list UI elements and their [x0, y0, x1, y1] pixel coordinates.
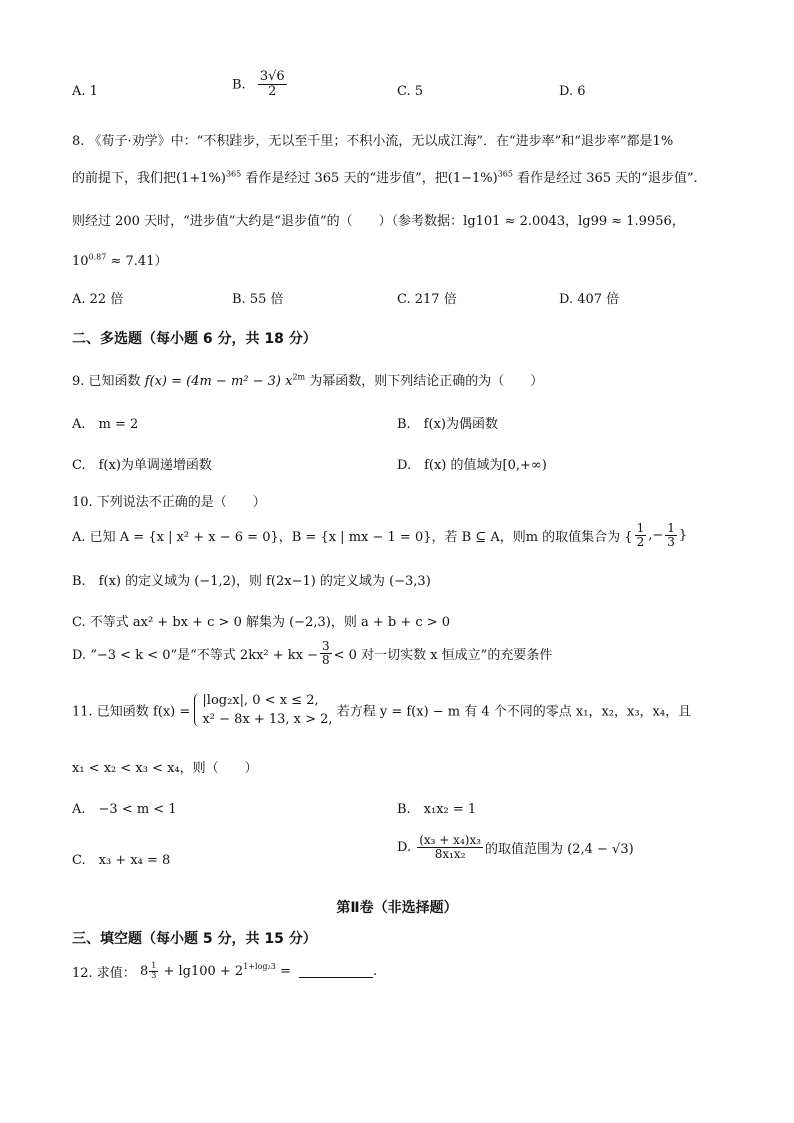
q9-option-c: C. f(x)为单调递增函数: [72, 458, 212, 473]
q8-expr-regress: (1−1%): [447, 171, 498, 186]
q10-option-a-frac-1: [635, 522, 647, 549]
q7-option-b-denominator: 2: [268, 84, 277, 100]
q8-line-4: [72, 250, 167, 269]
q10-frac-2-num: 1: [667, 521, 675, 535]
q12-exponent-frac: [149, 962, 158, 981]
q8-line-2-b: 看作是经过 365 天的“进步值”，把: [245, 171, 448, 186]
q8-line-4-rest: ≈ 7.41）: [106, 254, 168, 269]
q7-option-b: [232, 70, 289, 100]
q12-mid: + lg100 + 2: [159, 964, 244, 979]
q10-option-d: [72, 640, 552, 667]
q11-option-d-rest: 的取值范围为 (2,4 − √3): [485, 842, 634, 858]
q12-eq: =: [275, 964, 295, 979]
q10-frac-1-num: 1: [636, 521, 645, 535]
q9-stem-a: 9. 已知函数: [72, 374, 141, 389]
q9-function: f(x) = (4m − m² − 3) x: [144, 374, 293, 389]
q7-option-d: D. 6: [559, 84, 586, 99]
q11-stem-a: 11. 已知函数 f(x) =: [72, 704, 191, 720]
q12-answer-blank[interactable]: [299, 965, 373, 978]
q11-piecewise: [194, 691, 332, 729]
q11-option-d-den: 8x₁x₂: [434, 847, 466, 862]
q8-option-d: D. 407 倍: [559, 292, 620, 307]
q11-line-2: x₁ < x₂ < x₃ < x₄，则（ ）: [72, 761, 258, 776]
q11-option-b: B. x₁x₂ = 1: [397, 802, 477, 817]
q12-exp-num: 1: [151, 961, 157, 970]
q8-line-2-c: 看作是经过 365 天的“退步值”.: [517, 171, 698, 186]
q8-option-c: C. 217 倍: [397, 292, 457, 307]
q11-option-c: C. x₃ + x₄ = 8: [72, 853, 171, 868]
q10-option-a-text: A. 已知 A = {x | x² + x − 6 = 0}，B = {x | mx − 1 = 0}，若 B ⊆ A，则m 的取值集合为 {: [72, 530, 633, 546]
q10-option-a-frac-2: [665, 522, 677, 549]
q10-option-d-b: < 0 对一切实数 x 恒成立”的充要条件: [333, 648, 553, 664]
q8-expr-progress: (1+1%): [176, 171, 226, 186]
q8-power: 0.87: [88, 252, 107, 262]
q10-frac-2-den: 3: [667, 535, 675, 550]
section-3-title: 三、填空题（每小题 5 分，共 15 分）: [72, 931, 317, 947]
q7-option-c: C. 5: [397, 84, 424, 99]
q7-option-a: A. 1: [72, 84, 98, 99]
q8-option-a: A. 22 倍: [72, 292, 124, 307]
q9-option-a: A. m = 2: [72, 417, 139, 432]
q7-option-b-fraction: [258, 70, 287, 100]
q8-line-1: 8. 《荀子·劝学》中：“不积跬步，无以至千里；不积小流，无以成江海”．在“进步率”和“退步率”都是1%: [72, 134, 674, 149]
section-2-title: 二、多选题（每小题 6 分，共 18 分）: [72, 331, 317, 347]
q8-line-2: [72, 167, 698, 186]
q11-option-a: A. −3 < m < 1: [72, 802, 177, 817]
q10-option-c: C. 不等式 ax² + bx + c > 0 解集为 (−2,3)，则 a + b + c > 0: [72, 615, 451, 630]
q9-option-b: B. f(x)为偶函数: [397, 417, 498, 432]
q8-exp-1: 365: [225, 169, 242, 179]
q10-option-d-frac: [320, 640, 332, 667]
q9-stem: [72, 370, 543, 389]
q11-stem: [72, 691, 691, 729]
part-2-title: 第Ⅱ卷（非选择题）: [336, 900, 458, 916]
q8-exp-2: 365: [497, 169, 513, 179]
q8-base: 10: [72, 254, 89, 269]
q7-option-b-label: B.: [232, 77, 246, 93]
q11-option-d-frac: [417, 834, 483, 861]
q12-base: 8: [139, 964, 149, 979]
q11-case-2: x² − 8x + 13, x > 2,: [202, 712, 333, 727]
q8-line-3: 则经过 200 天时，“进步值”大约是“退步值”的（ ）（参考数据：lg101 ≈ 2.0043，lg99 ≈ 1.9956，: [72, 214, 685, 229]
q11-option-d-label: D.: [397, 840, 412, 856]
q10-frac-1-den: 2: [636, 535, 645, 550]
q7-option-b-numerator: 3√6: [259, 69, 285, 84]
q9-stem-b: 为幂函数，则下列结论正确的为（ ）: [309, 374, 544, 389]
q12: [72, 962, 377, 981]
q11-stem-b: 若方程 y = f(x) − m 有 4 个不同的零点 x₁，x₂，x₃，x₄，且: [336, 704, 692, 720]
q10-option-d-a: D. “−3 < k < 0”是“不等式 2kx² + kx −: [72, 648, 319, 664]
q10-option-a-mid: ,−: [648, 528, 664, 544]
q10-option-a-end: }: [678, 528, 688, 544]
q10-option-b: B. f(x) 的定义域为 (−1,2)，则 f(2x−1) 的定义域为 (−3,3): [72, 574, 431, 589]
q9-exponent: 2m: [292, 372, 306, 382]
q12-exp-2: 1+log₂3: [243, 962, 276, 971]
q12-label: 12. 求值：: [72, 966, 136, 981]
q12-exp-den: 3: [151, 970, 157, 980]
q9-option-d: D. f(x) 的值域为[0,+∞): [397, 458, 547, 473]
q10-option-d-num: 3: [322, 639, 330, 653]
q8-option-b: B. 55 倍: [232, 292, 284, 307]
q8-line-2-a: 的前提下，我们把: [72, 171, 177, 186]
q10-option-d-den: 8: [322, 653, 330, 668]
q11-option-d: [397, 834, 634, 861]
q12-end: .: [372, 964, 378, 979]
q11-option-d-num: (x₃ + x₄)x₃: [419, 833, 482, 847]
q11-case-1: |log₂x|, 0 < x ≤ 2,: [202, 693, 319, 708]
q10-option-a: [72, 522, 687, 549]
q10-stem: 10. 下列说法不正确的是（ ）: [72, 495, 266, 510]
